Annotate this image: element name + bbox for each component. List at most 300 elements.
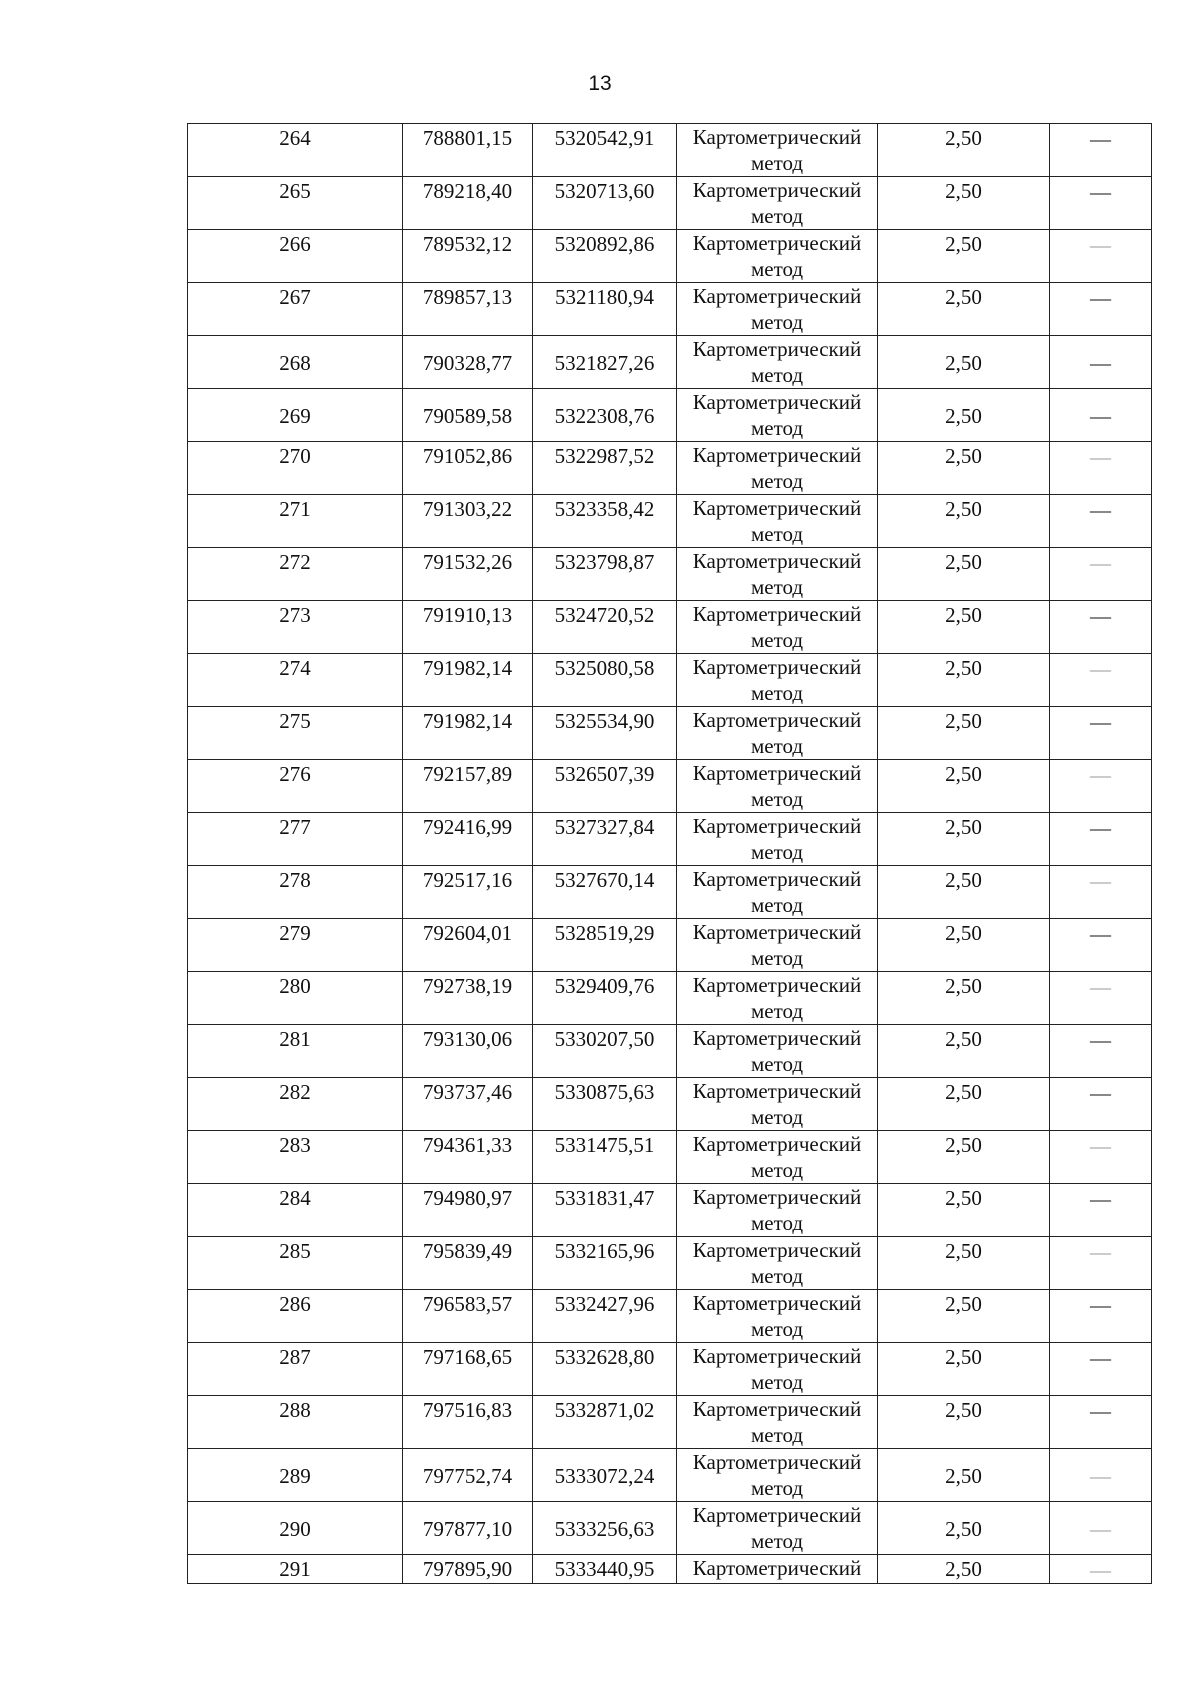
table-row bbox=[188, 177, 1152, 230]
y-coordinate-cell bbox=[533, 124, 677, 177]
table-row bbox=[188, 1184, 1152, 1237]
note-cell bbox=[1050, 1396, 1152, 1449]
method-cell bbox=[677, 1184, 878, 1237]
point-number-cell bbox=[188, 760, 403, 813]
point-number-cell bbox=[188, 336, 403, 389]
note-text: — bbox=[1090, 1558, 1111, 1582]
point-number-cell bbox=[188, 230, 403, 283]
x-coordinate-cell bbox=[403, 442, 533, 495]
x-coordinate-cell bbox=[403, 866, 533, 919]
x-coordinate-text: 797877,10 bbox=[422, 1516, 513, 1541]
x-coordinate-cell bbox=[403, 1343, 533, 1396]
x-coordinate-cell bbox=[403, 813, 533, 866]
x-coordinate-cell bbox=[403, 283, 533, 336]
y-coordinate-text: 5325080,58 bbox=[554, 656, 655, 680]
table-body bbox=[188, 124, 1152, 1584]
y-coordinate-cell bbox=[533, 1502, 677, 1555]
method-text: Картометрический метод bbox=[692, 1079, 862, 1129]
y-coordinate-cell bbox=[533, 1343, 677, 1396]
x-coordinate-cell bbox=[403, 972, 533, 1025]
x-coordinate-cell bbox=[403, 177, 533, 230]
accuracy-cell bbox=[878, 548, 1050, 601]
x-coordinate-text: 790589,58 bbox=[422, 403, 513, 428]
x-coordinate-cell bbox=[403, 1502, 533, 1555]
y-coordinate-text: 5330875,63 bbox=[554, 1080, 655, 1104]
note-cell bbox=[1050, 1025, 1152, 1078]
method-text: Картометрический метод bbox=[692, 1344, 862, 1394]
y-coordinate-cell bbox=[533, 1184, 677, 1237]
method-cell bbox=[677, 1555, 878, 1584]
note-cell bbox=[1050, 1555, 1152, 1584]
point-number-text: 278 bbox=[279, 868, 311, 892]
accuracy-cell bbox=[878, 336, 1050, 389]
method-text: Картометрический метод bbox=[692, 814, 862, 864]
point-number-cell bbox=[188, 1502, 403, 1555]
y-coordinate-text: 5325534,90 bbox=[554, 709, 655, 733]
note-text: — bbox=[1090, 127, 1111, 151]
x-coordinate-text: 792416,99 bbox=[422, 815, 513, 839]
note-cell bbox=[1050, 230, 1152, 283]
accuracy-text: 2,50 bbox=[945, 497, 982, 521]
accuracy-cell bbox=[878, 389, 1050, 442]
table-row bbox=[188, 601, 1152, 654]
point-number-cell bbox=[188, 1290, 403, 1343]
note-cell bbox=[1050, 760, 1152, 813]
point-number-text: 265 bbox=[279, 179, 311, 203]
method-text: Картометрический метод bbox=[692, 284, 862, 334]
accuracy-cell bbox=[878, 601, 1050, 654]
note-text: — bbox=[1090, 180, 1111, 204]
point-number-text: 280 bbox=[279, 974, 311, 998]
method-cell bbox=[677, 548, 878, 601]
table-row bbox=[188, 654, 1152, 707]
note-text: — bbox=[1090, 445, 1111, 469]
table-row bbox=[188, 1131, 1152, 1184]
accuracy-text: 2,50 bbox=[945, 1516, 982, 1541]
table-row bbox=[188, 919, 1152, 972]
table-row bbox=[188, 124, 1152, 177]
note-text: — bbox=[1090, 604, 1111, 628]
x-coordinate-text: 793130,06 bbox=[422, 1027, 513, 1051]
x-coordinate-text: 794361,33 bbox=[422, 1133, 513, 1157]
x-coordinate-text: 793737,46 bbox=[422, 1080, 513, 1104]
x-coordinate-cell bbox=[403, 654, 533, 707]
accuracy-cell bbox=[878, 813, 1050, 866]
accuracy-cell bbox=[878, 177, 1050, 230]
point-number-cell bbox=[188, 601, 403, 654]
method-text: Картометрический метод bbox=[692, 867, 862, 917]
note-text: — bbox=[1090, 1399, 1111, 1423]
accuracy-text: 2,50 bbox=[945, 974, 982, 998]
method-cell bbox=[677, 1449, 878, 1502]
note-cell bbox=[1050, 1131, 1152, 1184]
y-coordinate-text: 5320542,91 bbox=[554, 126, 655, 150]
note-text: — bbox=[1090, 710, 1111, 734]
point-number-text: 283 bbox=[279, 1133, 311, 1157]
accuracy-cell bbox=[878, 707, 1050, 760]
note-text: — bbox=[1090, 1028, 1111, 1052]
y-coordinate-text: 5323358,42 bbox=[554, 497, 655, 521]
x-coordinate-text: 789218,40 bbox=[422, 179, 513, 203]
x-coordinate-text: 792604,01 bbox=[422, 921, 513, 945]
y-coordinate-text: 5328519,29 bbox=[554, 921, 655, 945]
accuracy-text: 2,50 bbox=[945, 285, 982, 309]
accuracy-cell bbox=[878, 1131, 1050, 1184]
method-text: Картометрический метод bbox=[692, 973, 862, 1023]
x-coordinate-text: 797516,83 bbox=[422, 1398, 513, 1422]
point-number-text: 289 bbox=[279, 1463, 311, 1488]
y-coordinate-text: 5331831,47 bbox=[554, 1186, 655, 1210]
note-text: — bbox=[1090, 922, 1111, 946]
point-number-cell bbox=[188, 1555, 403, 1584]
note-cell bbox=[1050, 813, 1152, 866]
x-coordinate-text: 791982,14 bbox=[422, 709, 513, 733]
accuracy-cell bbox=[878, 654, 1050, 707]
note-text: — bbox=[1090, 233, 1111, 257]
table-row bbox=[188, 1396, 1152, 1449]
note-cell bbox=[1050, 336, 1152, 389]
y-coordinate-text: 5332427,96 bbox=[554, 1292, 655, 1316]
method-text: Картометрический метод bbox=[692, 761, 862, 811]
accuracy-cell bbox=[878, 124, 1050, 177]
accuracy-text: 2,50 bbox=[945, 762, 982, 786]
x-coordinate-text: 797168,65 bbox=[422, 1345, 513, 1369]
point-number-text: 282 bbox=[279, 1080, 311, 1104]
method-text: Картометрический метод bbox=[692, 920, 862, 970]
method-text: Картометрический метод bbox=[692, 549, 862, 599]
table-row bbox=[188, 336, 1152, 389]
method-cell bbox=[677, 495, 878, 548]
x-coordinate-text: 794980,97 bbox=[422, 1186, 513, 1210]
accuracy-cell bbox=[878, 1343, 1050, 1396]
method-cell bbox=[677, 919, 878, 972]
y-coordinate-text: 5327327,84 bbox=[554, 815, 655, 839]
accuracy-cell bbox=[878, 1237, 1050, 1290]
note-cell bbox=[1050, 389, 1152, 442]
method-cell bbox=[677, 442, 878, 495]
method-text: Картометрический метод bbox=[692, 1503, 862, 1553]
method-cell bbox=[677, 124, 878, 177]
x-coordinate-text: 797895,90 bbox=[422, 1557, 513, 1581]
accuracy-text: 2,50 bbox=[945, 403, 982, 428]
x-coordinate-cell bbox=[403, 1449, 533, 1502]
x-coordinate-text: 796583,57 bbox=[422, 1292, 513, 1316]
note-text: — bbox=[1090, 351, 1111, 375]
note-text: — bbox=[1090, 1134, 1111, 1158]
method-cell bbox=[677, 972, 878, 1025]
point-number-text: 270 bbox=[279, 444, 311, 468]
table-row bbox=[188, 283, 1152, 336]
method-text: Картометрический метод bbox=[692, 708, 862, 758]
y-coordinate-cell bbox=[533, 336, 677, 389]
point-number-text: 277 bbox=[279, 815, 311, 839]
accuracy-cell bbox=[878, 919, 1050, 972]
note-cell bbox=[1050, 654, 1152, 707]
x-coordinate-text: 789532,12 bbox=[422, 232, 513, 256]
y-coordinate-text: 5331475,51 bbox=[554, 1133, 655, 1157]
y-coordinate-cell bbox=[533, 177, 677, 230]
accuracy-text: 2,50 bbox=[945, 1345, 982, 1369]
method-text: Картометрический метод bbox=[692, 496, 862, 546]
y-coordinate-text: 5329409,76 bbox=[554, 974, 655, 998]
table-row bbox=[188, 389, 1152, 442]
table-row bbox=[188, 813, 1152, 866]
method-cell bbox=[677, 813, 878, 866]
accuracy-cell bbox=[878, 1555, 1050, 1584]
x-coordinate-cell bbox=[403, 1025, 533, 1078]
method-cell bbox=[677, 654, 878, 707]
y-coordinate-cell bbox=[533, 1131, 677, 1184]
point-number-cell bbox=[188, 1131, 403, 1184]
note-cell bbox=[1050, 1184, 1152, 1237]
point-number-cell bbox=[188, 124, 403, 177]
table-row bbox=[188, 1555, 1152, 1584]
table-row bbox=[188, 548, 1152, 601]
y-coordinate-text: 5322308,76 bbox=[554, 403, 655, 428]
method-cell bbox=[677, 1025, 878, 1078]
accuracy-text: 2,50 bbox=[945, 1239, 982, 1263]
method-cell bbox=[677, 1078, 878, 1131]
table-row bbox=[188, 1449, 1152, 1502]
y-coordinate-cell bbox=[533, 442, 677, 495]
method-text: Картометрический метод bbox=[692, 655, 862, 705]
accuracy-cell bbox=[878, 495, 1050, 548]
point-number-cell bbox=[188, 707, 403, 760]
accuracy-cell bbox=[878, 1290, 1050, 1343]
note-text: — bbox=[1090, 1081, 1111, 1105]
note-text: — bbox=[1090, 816, 1111, 840]
method-text: Картометрический метод bbox=[692, 1291, 862, 1341]
table-row bbox=[188, 1237, 1152, 1290]
x-coordinate-text: 791982,14 bbox=[422, 656, 513, 680]
accuracy-text: 2,50 bbox=[945, 444, 982, 468]
accuracy-cell bbox=[878, 230, 1050, 283]
method-cell bbox=[677, 1396, 878, 1449]
accuracy-text: 2,50 bbox=[945, 126, 982, 150]
point-number-cell bbox=[188, 442, 403, 495]
y-coordinate-cell bbox=[533, 1290, 677, 1343]
point-number-cell bbox=[188, 495, 403, 548]
y-coordinate-text: 5333440,95 bbox=[554, 1557, 655, 1581]
method-text: Картометрический метод bbox=[692, 602, 862, 652]
point-number-cell bbox=[188, 1343, 403, 1396]
x-coordinate-text: 791303,22 bbox=[422, 497, 513, 521]
point-number-text: 275 bbox=[279, 709, 311, 733]
y-coordinate-cell bbox=[533, 1555, 677, 1584]
x-coordinate-text: 792738,19 bbox=[422, 974, 513, 998]
y-coordinate-text: 5332628,80 bbox=[554, 1345, 655, 1369]
note-text: — bbox=[1090, 404, 1111, 428]
note-cell bbox=[1050, 919, 1152, 972]
point-number-text: 264 bbox=[279, 126, 311, 150]
accuracy-cell bbox=[878, 972, 1050, 1025]
method-text: Картометрический метод bbox=[692, 1132, 862, 1182]
note-cell bbox=[1050, 177, 1152, 230]
y-coordinate-text: 5333256,63 bbox=[554, 1516, 655, 1541]
method-cell bbox=[677, 1237, 878, 1290]
y-coordinate-cell bbox=[533, 1237, 677, 1290]
y-coordinate-cell bbox=[533, 866, 677, 919]
note-text: — bbox=[1090, 1464, 1111, 1488]
accuracy-text: 2,50 bbox=[945, 550, 982, 574]
point-number-cell bbox=[188, 866, 403, 919]
y-coordinate-cell bbox=[533, 495, 677, 548]
note-cell bbox=[1050, 707, 1152, 760]
point-number-cell bbox=[188, 919, 403, 972]
y-coordinate-text: 5321827,26 bbox=[554, 350, 655, 375]
y-coordinate-cell bbox=[533, 1078, 677, 1131]
x-coordinate-cell bbox=[403, 1290, 533, 1343]
x-coordinate-text: 797752,74 bbox=[422, 1463, 513, 1488]
note-cell bbox=[1050, 124, 1152, 177]
method-cell bbox=[677, 389, 878, 442]
y-coordinate-cell bbox=[533, 1025, 677, 1078]
point-number-text: 267 bbox=[279, 285, 311, 309]
note-text: — bbox=[1090, 1346, 1111, 1370]
x-coordinate-cell bbox=[403, 760, 533, 813]
x-coordinate-cell bbox=[403, 1555, 533, 1584]
point-number-text: 266 bbox=[279, 232, 311, 256]
note-text: — bbox=[1090, 498, 1111, 522]
point-number-text: 290 bbox=[279, 1516, 311, 1541]
table-row bbox=[188, 1025, 1152, 1078]
point-number-cell bbox=[188, 972, 403, 1025]
accuracy-cell bbox=[878, 1078, 1050, 1131]
table-row bbox=[188, 1343, 1152, 1396]
note-text: — bbox=[1090, 763, 1111, 787]
x-coordinate-cell bbox=[403, 707, 533, 760]
accuracy-cell bbox=[878, 1025, 1050, 1078]
x-coordinate-text: 791532,26 bbox=[422, 550, 513, 574]
method-text: Картометрический метод bbox=[692, 1238, 862, 1288]
table-row bbox=[188, 972, 1152, 1025]
note-text: — bbox=[1090, 1187, 1111, 1211]
coordinates-table bbox=[187, 123, 1152, 1584]
note-cell bbox=[1050, 442, 1152, 495]
y-coordinate-text: 5320713,60 bbox=[554, 179, 655, 203]
method-text: Картометрический метод bbox=[692, 337, 862, 387]
x-coordinate-cell bbox=[403, 1078, 533, 1131]
point-number-text: 268 bbox=[279, 350, 311, 375]
note-cell bbox=[1050, 1290, 1152, 1343]
method-cell bbox=[677, 1290, 878, 1343]
table-row bbox=[188, 230, 1152, 283]
table-row bbox=[188, 1290, 1152, 1343]
method-cell bbox=[677, 1131, 878, 1184]
y-coordinate-text: 5322987,52 bbox=[554, 444, 655, 468]
point-number-text: 291 bbox=[279, 1557, 311, 1581]
accuracy-cell bbox=[878, 866, 1050, 919]
method-cell bbox=[677, 707, 878, 760]
accuracy-cell bbox=[878, 1502, 1050, 1555]
point-number-cell bbox=[188, 177, 403, 230]
y-coordinate-text: 5332165,96 bbox=[554, 1239, 655, 1263]
accuracy-cell bbox=[878, 442, 1050, 495]
x-coordinate-text: 795839,49 bbox=[422, 1239, 513, 1263]
point-number-text: 288 bbox=[279, 1398, 311, 1422]
x-coordinate-text: 791910,13 bbox=[422, 603, 513, 627]
method-cell bbox=[677, 177, 878, 230]
accuracy-text: 2,50 bbox=[945, 868, 982, 892]
accuracy-text: 2,50 bbox=[945, 350, 982, 375]
y-coordinate-cell bbox=[533, 972, 677, 1025]
y-coordinate-text: 5320892,86 bbox=[554, 232, 655, 256]
point-number-cell bbox=[188, 1237, 403, 1290]
note-cell bbox=[1050, 1343, 1152, 1396]
y-coordinate-text: 5324720,52 bbox=[554, 603, 655, 627]
x-coordinate-cell bbox=[403, 1131, 533, 1184]
y-coordinate-cell bbox=[533, 548, 677, 601]
note-cell bbox=[1050, 601, 1152, 654]
note-text: — bbox=[1090, 975, 1111, 999]
table-row bbox=[188, 707, 1152, 760]
method-text: Картометрический метод bbox=[692, 1026, 862, 1076]
table-row bbox=[188, 866, 1152, 919]
method-text: Картометрический bbox=[692, 1556, 862, 1580]
y-coordinate-text: 5323798,87 bbox=[554, 550, 655, 574]
x-coordinate-text: 792517,16 bbox=[422, 868, 513, 892]
point-number-text: 271 bbox=[279, 497, 311, 521]
x-coordinate-cell bbox=[403, 1237, 533, 1290]
x-coordinate-cell bbox=[403, 1396, 533, 1449]
note-text: — bbox=[1090, 1240, 1111, 1264]
method-text: Картометрический метод bbox=[692, 1185, 862, 1235]
page-number: 13 bbox=[588, 72, 612, 95]
accuracy-cell bbox=[878, 283, 1050, 336]
y-coordinate-cell bbox=[533, 601, 677, 654]
method-cell bbox=[677, 601, 878, 654]
note-text: — bbox=[1090, 286, 1111, 310]
point-number-cell bbox=[188, 1025, 403, 1078]
note-cell bbox=[1050, 283, 1152, 336]
note-cell bbox=[1050, 1237, 1152, 1290]
y-coordinate-text: 5327670,14 bbox=[554, 868, 655, 892]
accuracy-cell bbox=[878, 1449, 1050, 1502]
point-number-text: 286 bbox=[279, 1292, 311, 1316]
table-row bbox=[188, 760, 1152, 813]
accuracy-text: 2,50 bbox=[945, 1557, 982, 1581]
x-coordinate-text: 792157,89 bbox=[422, 762, 513, 786]
point-number-text: 276 bbox=[279, 762, 311, 786]
y-coordinate-text: 5333072,24 bbox=[554, 1463, 655, 1488]
note-cell bbox=[1050, 972, 1152, 1025]
x-coordinate-text: 789857,13 bbox=[422, 285, 513, 309]
accuracy-text: 2,50 bbox=[945, 1027, 982, 1051]
note-cell bbox=[1050, 548, 1152, 601]
point-number-cell bbox=[188, 389, 403, 442]
accuracy-cell bbox=[878, 1396, 1050, 1449]
x-coordinate-cell bbox=[403, 495, 533, 548]
y-coordinate-cell bbox=[533, 283, 677, 336]
method-text: Картометрический метод bbox=[692, 231, 862, 281]
x-coordinate-text: 790328,77 bbox=[422, 350, 513, 375]
method-text: Картометрический метод bbox=[692, 1450, 862, 1500]
accuracy-text: 2,50 bbox=[945, 1133, 982, 1157]
x-coordinate-cell bbox=[403, 230, 533, 283]
method-text: Картометрический метод bbox=[692, 443, 862, 493]
note-text: — bbox=[1090, 1293, 1111, 1317]
point-number-cell bbox=[188, 1396, 403, 1449]
x-coordinate-text: 788801,15 bbox=[422, 126, 513, 150]
method-cell bbox=[677, 230, 878, 283]
method-text: Картометрический метод bbox=[692, 178, 862, 228]
y-coordinate-cell bbox=[533, 1449, 677, 1502]
note-text: — bbox=[1090, 869, 1111, 893]
x-coordinate-cell bbox=[403, 919, 533, 972]
note-text: — bbox=[1090, 551, 1111, 575]
accuracy-text: 2,50 bbox=[945, 1186, 982, 1210]
point-number-text: 279 bbox=[279, 921, 311, 945]
